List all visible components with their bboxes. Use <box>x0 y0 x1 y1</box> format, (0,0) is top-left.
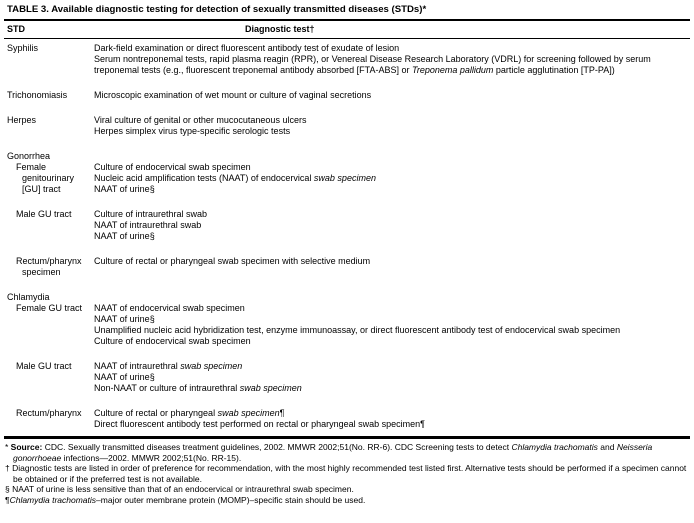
text-segment: Source: <box>10 442 43 452</box>
text-segment: § NAAT of urine is less sensitive than that of an endocervical or intraurethral swab specimen. <box>5 484 354 494</box>
table-row-gonorrhea-female-gu-tract <box>7 162 690 195</box>
table-row-gonorrhea-rectum-pharynx <box>7 256 690 278</box>
std-label <box>7 361 94 372</box>
text-segment: NAAT of endocervical swab specimen <box>94 303 245 313</box>
diagnostic-test-line <box>94 126 690 137</box>
text-segment: NAAT of intraurethral swab <box>94 220 202 230</box>
diagnostic-test-line <box>94 303 690 314</box>
std-label-line: Male GU tract <box>16 361 72 371</box>
text-segment: swab specimen <box>313 173 376 183</box>
diagnostic-tests-cell <box>94 115 690 137</box>
diagnostic-tests-cell <box>94 361 690 394</box>
text-segment: Culture of endocervical swab specimen <box>94 162 251 172</box>
std-label <box>7 151 94 162</box>
std-label-line: Trichonomiasis <box>7 90 68 100</box>
std-label <box>7 292 94 303</box>
text-segment: Chlamydia trachomatis <box>511 442 598 452</box>
text-segment: NAAT of urine§ <box>94 231 155 241</box>
diagnostic-tests-cell <box>94 209 690 242</box>
diagnostic-test-line <box>94 325 690 336</box>
std-label <box>7 43 94 54</box>
diagnostic-test-line <box>94 419 690 430</box>
text-segment: particle agglutination [TP-PA]) <box>493 65 615 75</box>
std-label-line: Syphilis <box>7 43 39 53</box>
text-segment: NAAT of urine§ <box>94 184 155 194</box>
text-segment: Non-NAAT or culture of intraurethral <box>94 383 240 393</box>
diagnostic-test-line <box>94 173 690 184</box>
diagnostic-test-line <box>94 115 690 126</box>
text-segment: * <box>5 442 11 452</box>
text-segment: Chlamydia trachomatis <box>9 494 97 505</box>
diagnostic-test-line <box>94 43 690 54</box>
diagnostic-tests-cell <box>94 303 690 347</box>
footnotes <box>4 439 690 505</box>
text-segment: CDC. Sexually transmitted diseases treatment guidelines, 2002. MMWR 2002;51(No. RR-6). CDC Screening tests to detect <box>42 442 512 452</box>
text-segment: and <box>597 442 617 452</box>
footnote-2 <box>5 463 690 484</box>
text-segment: NAAT of intraurethral <box>94 361 181 371</box>
diagnostic-tests-cell <box>94 90 690 101</box>
text-segment: NAAT of urine§ <box>94 372 155 382</box>
std-label <box>7 408 94 419</box>
diagnostic-test-line <box>94 408 690 419</box>
diagnostic-tests-cell <box>94 256 690 267</box>
column-header-diagnostic-test: Diagnostic test† <box>245 24 315 34</box>
std-label <box>7 256 94 278</box>
text-segment: Viral culture of genital or other mucocutaneous ulcers <box>94 115 307 125</box>
table-row-syphilis <box>7 43 690 76</box>
std-label <box>7 209 94 220</box>
diagnostic-test-line <box>94 256 690 267</box>
text-segment: Culture of rectal or pharyngeal swab specimen with selective medium <box>94 256 371 266</box>
text-segment: † Diagnostic tests are listed in order of preference for recommendation, with the most highly recommended test listed first. Alternative tests should be performed if a specimen cannot be obtained or if the preferred test is not available. <box>5 463 687 484</box>
text-segment: Direct fluorescent antibody test performed on rectal or pharyngeal swab specimen¶ <box>94 419 426 429</box>
diagnostic-test-line <box>94 231 690 242</box>
text-segment: Nucleic acid amplification tests (NAAT) of endocervical <box>94 173 314 183</box>
table-row-chlamydia-male-gu-tract <box>7 361 690 394</box>
std-label-line: genitourinary <box>22 173 75 183</box>
text-segment: NAAT of urine§ <box>94 314 155 324</box>
text-segment: swab specimen <box>217 408 280 418</box>
table-header-row <box>4 21 690 38</box>
diagnostic-test-line <box>94 314 690 325</box>
diagnostic-test-line <box>94 90 690 101</box>
std-label-line: Rectum/pharynx <box>16 256 82 266</box>
diagnostic-test-line <box>94 372 690 383</box>
diagnostic-test-line <box>94 54 690 76</box>
std-label-line: Herpes <box>7 115 37 125</box>
diagnostic-tests-cell <box>94 43 690 76</box>
text-segment: Dark-field examination or direct fluorescent antibody test of exudate of lesion <box>94 43 400 53</box>
table-row-chlamydia-female-gu-tract <box>7 303 690 347</box>
text-segment: Neisseria gonorrhoeae <box>13 442 653 463</box>
text-segment: Serum nontreponemal tests, rapid plasma reagin (RPR), or Venereal Disease Research Laboratory (VDRL) for screening followed by serum treponemal tests (e.g., fluorescent treponemal antibody absorbed [FTA-ABS] or <box>94 54 651 75</box>
footnote-4 <box>5 495 690 506</box>
std-label <box>7 303 94 314</box>
text-segment: Culture of intraurethral swab <box>94 209 208 219</box>
table-row-gonorrhea-male-gu-tract <box>7 209 690 242</box>
text-segment: Culture of rectal or pharyngeal <box>94 408 218 418</box>
std-label-line: Chlamydia <box>7 292 50 302</box>
diagnostic-test-line <box>94 184 690 195</box>
std-label-line: Gonorrhea <box>7 151 51 161</box>
diagnostic-test-line <box>94 209 690 220</box>
std-label-line: Rectum/pharynx <box>16 408 82 418</box>
table-row-chlamydia-rectum-pharynx <box>7 408 690 430</box>
table-body <box>4 39 690 436</box>
std-label <box>7 90 94 101</box>
diagnostic-tests-cell <box>94 408 690 430</box>
text-segment: ¶ <box>279 408 285 418</box>
std-label <box>7 115 94 126</box>
std-label-line: Female <box>16 162 47 172</box>
diagnostic-tests-cell <box>94 162 690 195</box>
text-segment: Microscopic examination of wet mount or culture of vaginal secretions <box>94 90 372 100</box>
footnote-3 <box>5 484 690 495</box>
text-segment: –major outer membrane protein (MOMP)–specific stain should be used. <box>96 494 366 505</box>
table-row-gonorrhea <box>7 151 690 162</box>
std-label-line: [GU] tract <box>22 184 61 194</box>
table-row-trichonomiasis <box>7 90 690 101</box>
diagnostic-test-line <box>94 383 690 394</box>
text-segment: Culture of endocervical swab specimen <box>94 336 251 346</box>
text-segment: Unamplified nucleic acid hybridization test, enzyme immunoassay, or direct fluorescent antibody test of endocervical swab specimen <box>94 325 621 335</box>
diagnostic-test-line <box>94 220 690 231</box>
std-label-line: Female GU tract <box>16 303 83 313</box>
table-row-chlamydia <box>7 292 690 303</box>
table-row-herpes <box>7 115 690 137</box>
std-label <box>7 162 94 195</box>
diagnostic-test-line <box>94 336 690 347</box>
text-segment: Herpes simplex virus type-specific serologic tests <box>94 126 291 136</box>
text-segment: infections—2002. MMWR 2002;51(No. RR-15). <box>61 452 242 463</box>
std-label-line: specimen <box>22 267 61 277</box>
text-segment: swab specimen <box>239 383 302 393</box>
std-label-line: Male GU tract <box>16 209 72 219</box>
diagnostic-test-line <box>94 361 690 372</box>
text-segment: swab specimen <box>180 361 243 371</box>
diagnostic-test-line <box>94 162 690 173</box>
table-title: TABLE 3. Available diagnostic testing for detection of sexually transmitted diseases (STDs)* <box>7 4 427 15</box>
text-segment: Treponema pallidum <box>412 65 494 75</box>
text-segment: ¶ <box>5 494 10 505</box>
column-header-std: STD <box>7 24 25 34</box>
footnote-1 <box>5 442 690 463</box>
